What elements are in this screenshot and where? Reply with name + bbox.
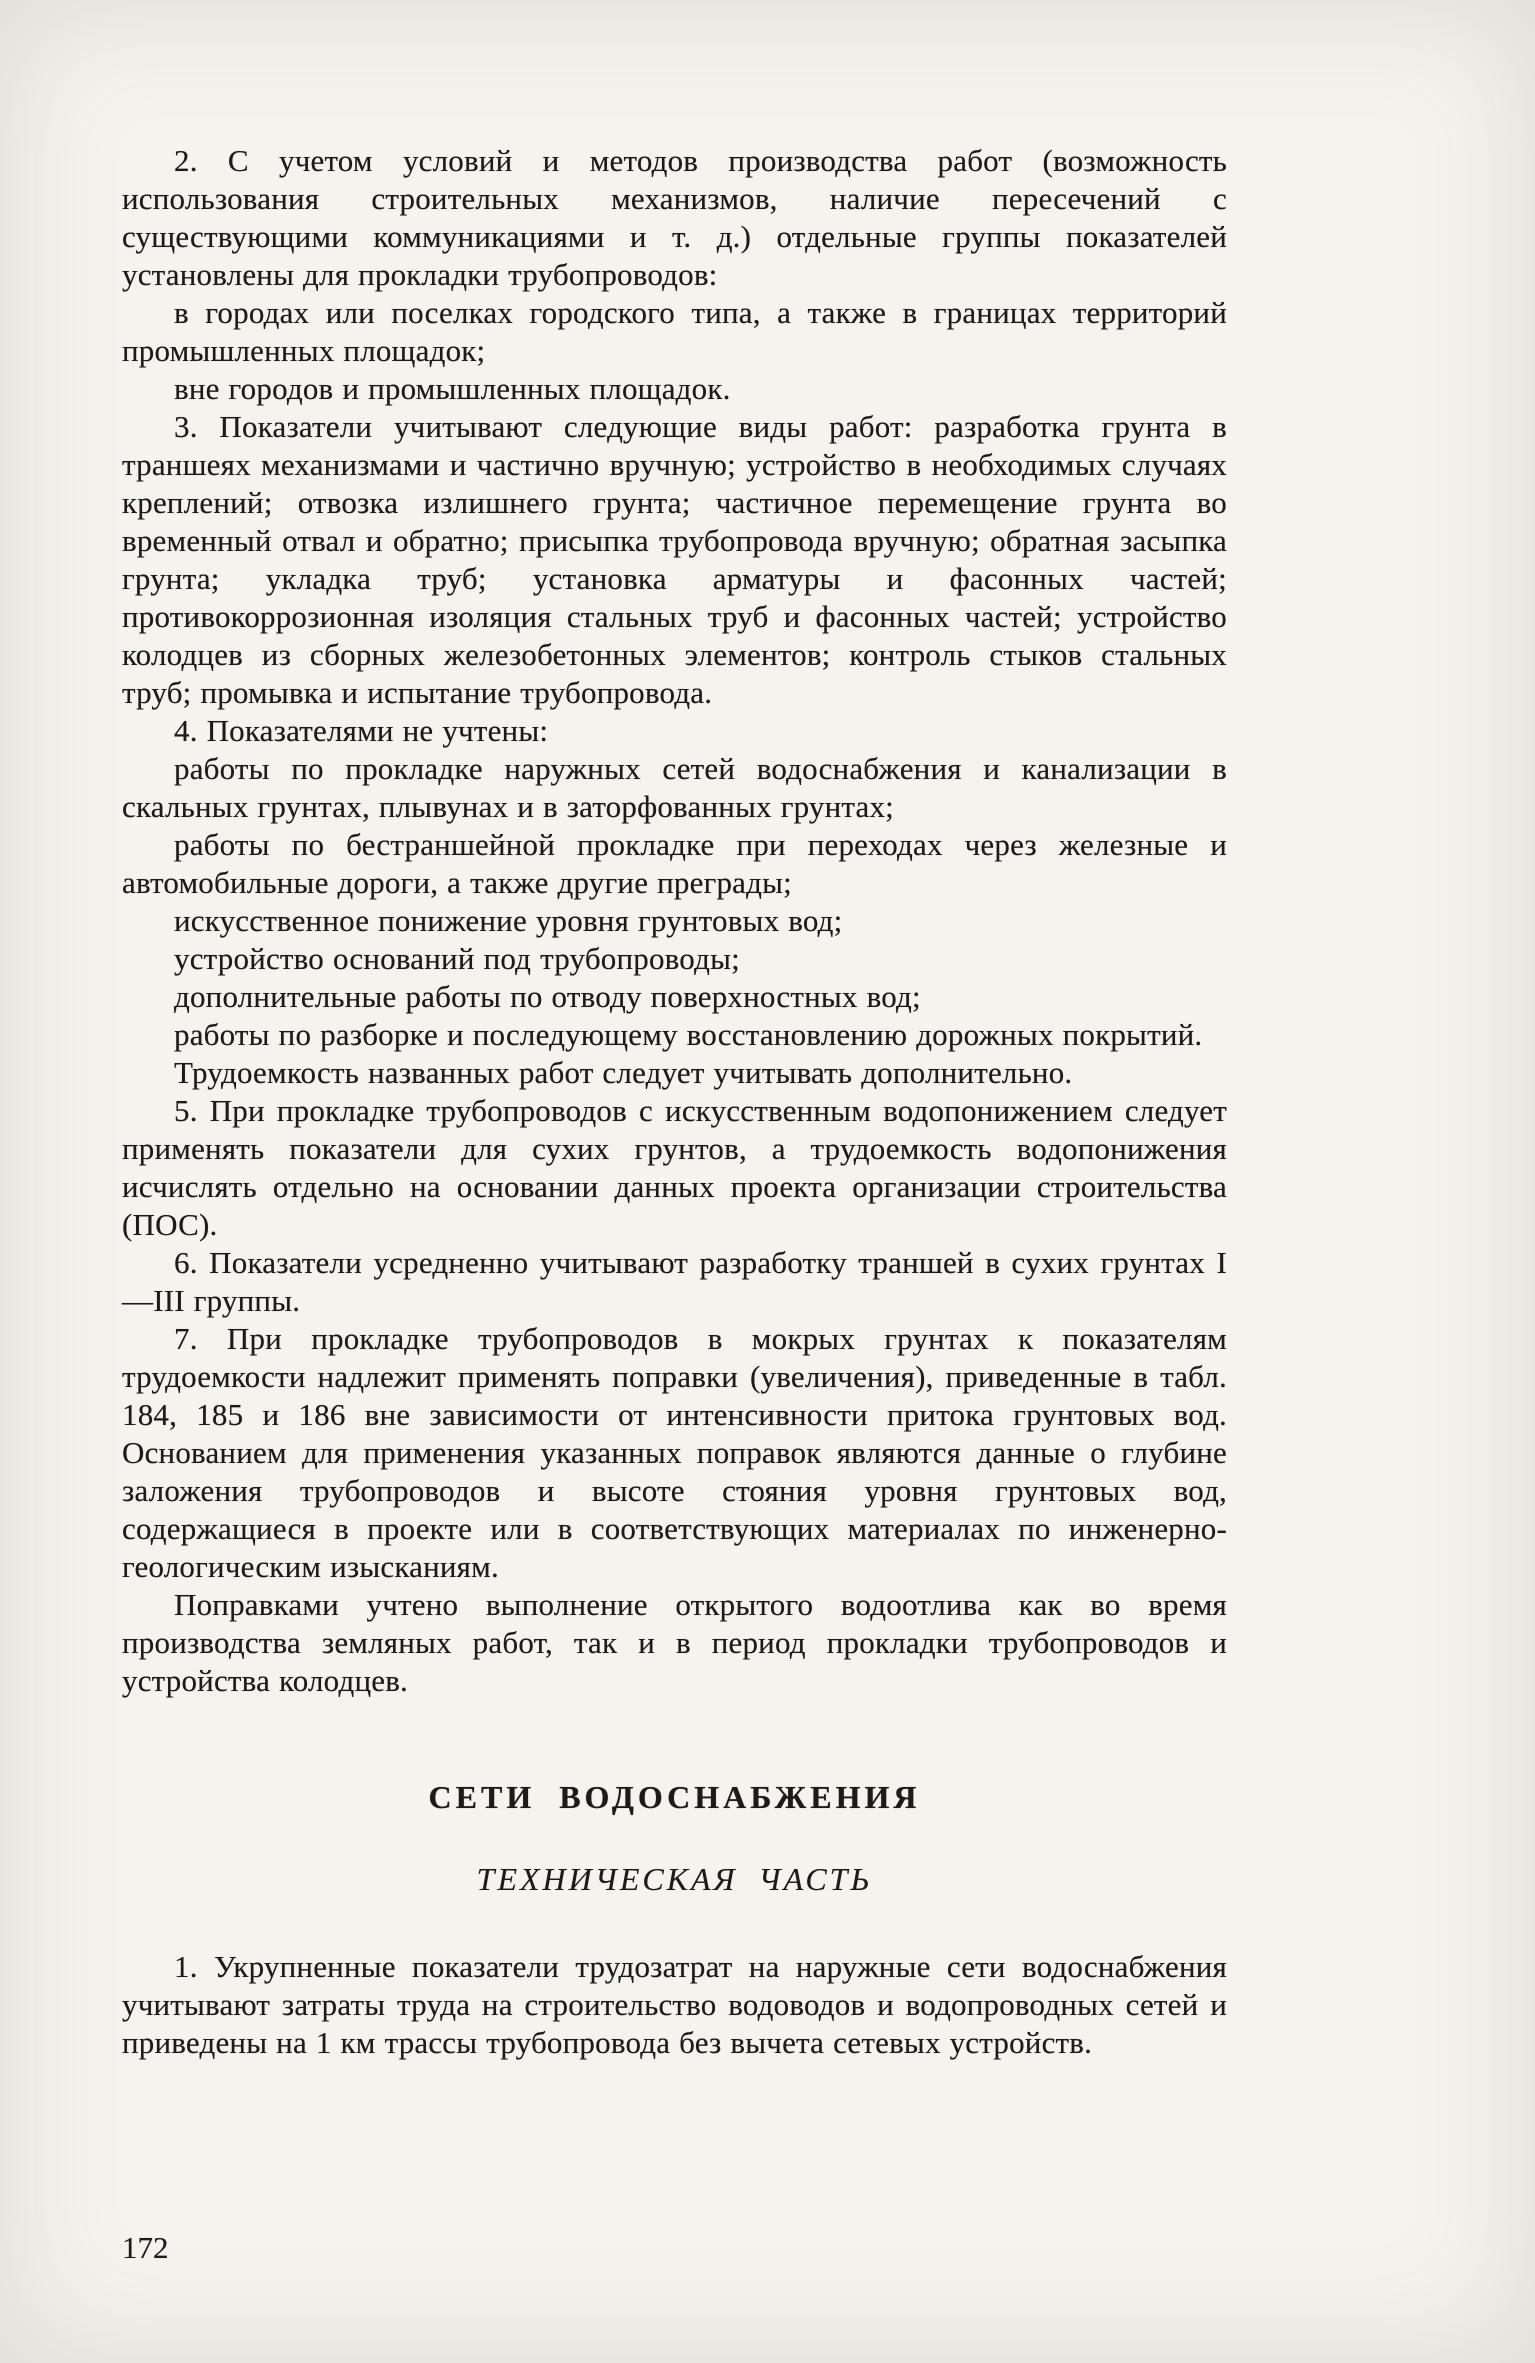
paragraph: 3. Показатели учитывают следующие виды работ: разработка грунта в траншеях механизмами и частично вручную; устройство в необходимых случаях креплений; отвозка излишнего грунта; частичное перемещение грунта во временный отвал и обратно; присыпка трубопровода вручную; обратная засыпка грунта; укладка труб; установка арматуры и фасонных частей; противокоррозионная изоляция стальных труб и фасонных частей; устройство колодцев из сборных железобетонных элементов; контроль стыков стальных труб; промывка и испытание трубопровода. <box>122 409 1227 710</box>
text-block <box>122 142 1227 2062</box>
section-title: СЕТИ ВОДОСНАБЖЕНИЯ <box>428 1779 921 1815</box>
paragraph: 2. С учетом условий и методов производства работ (возможность использования строительных механизмов, наличие пересечений с существующими коммуникациями и т. д.) отдельные группы показателей установлены для прокладки трубопроводов: <box>122 143 1227 292</box>
paragraph: 5. При прокладке трубопроводов с искусственным водопонижением следует применять показатели для сухих грунтов, а трудоемкость водопонижения исчислять отдельно на основании данных проекта организации строительства (ПОС). <box>122 1093 1227 1242</box>
section-subtitle: ТЕХНИЧЕСКАЯ ЧАСТЬ <box>476 1861 873 1897</box>
paragraph: вне городов и промышленных площадок. <box>174 371 731 406</box>
paragraph: в городах или поселках городского типа, а также в границах территорий промышленных площадок; <box>122 295 1227 368</box>
paragraph: Трудоемкость названных работ следует учитывать дополнительно. <box>174 1055 1073 1090</box>
paragraph: Поправками учтено выполнение открытого водоотлива как во время производства земляных работ, так и в период прокладки трубопроводов и устройства колодцев. <box>122 1587 1227 1698</box>
section-intro-paragraphs <box>122 1948 1227 2062</box>
paragraph: 1. Укрупненные показатели трудозатрат на наружные сети водоснабжения учитывают затраты труда на строительство водоводов и водопроводных сетей и приведены на 1 км трассы трубопровода без вычета сетевых устройств. <box>122 1949 1227 2060</box>
technical-notes-paragraphs <box>122 142 1227 1700</box>
paragraph: 6. Показатели усредненно учитывают разработку траншей в сухих грунтах I—III группы. <box>122 1245 1227 1318</box>
page-number: 172 <box>122 2230 169 2265</box>
paragraph: дополнительные работы по отводу поверхностных вод; <box>174 979 921 1014</box>
paragraph: устройство оснований под трубопроводы; <box>174 941 740 976</box>
paragraph: работы по разборке и последующему восстановлению дорожных покрытий. <box>174 1017 1203 1052</box>
paragraph: работы по прокладке наружных сетей водоснабжения и канализации в скальных грунтах, плывунах и в заторфованных грунтах; <box>122 751 1227 824</box>
paragraph: 7. При прокладке трубопроводов в мокрых грунтах к показателям трудоемкости надлежит применять поправки (увеличения), приведенные в табл. 184, 185 и 186 вне зависимости от интенсивности притока грунтовых вод. Основанием для применения указанных поправок являются данные о глубине заложения трубопроводов и высоте стояния уровня грунтовых вод, содержащиеся в проекте или в соответствующих материалах по инженерно-геологическим изысканиям. <box>122 1321 1227 1584</box>
paragraph: работы по бестраншейной прокладке при переходах через железные и автомобильные дороги, а также другие преграды; <box>122 827 1227 900</box>
paragraph: искусственное понижение уровня грунтовых вод; <box>174 903 843 938</box>
paragraph: 4. Показателями не учтены: <box>174 713 549 748</box>
